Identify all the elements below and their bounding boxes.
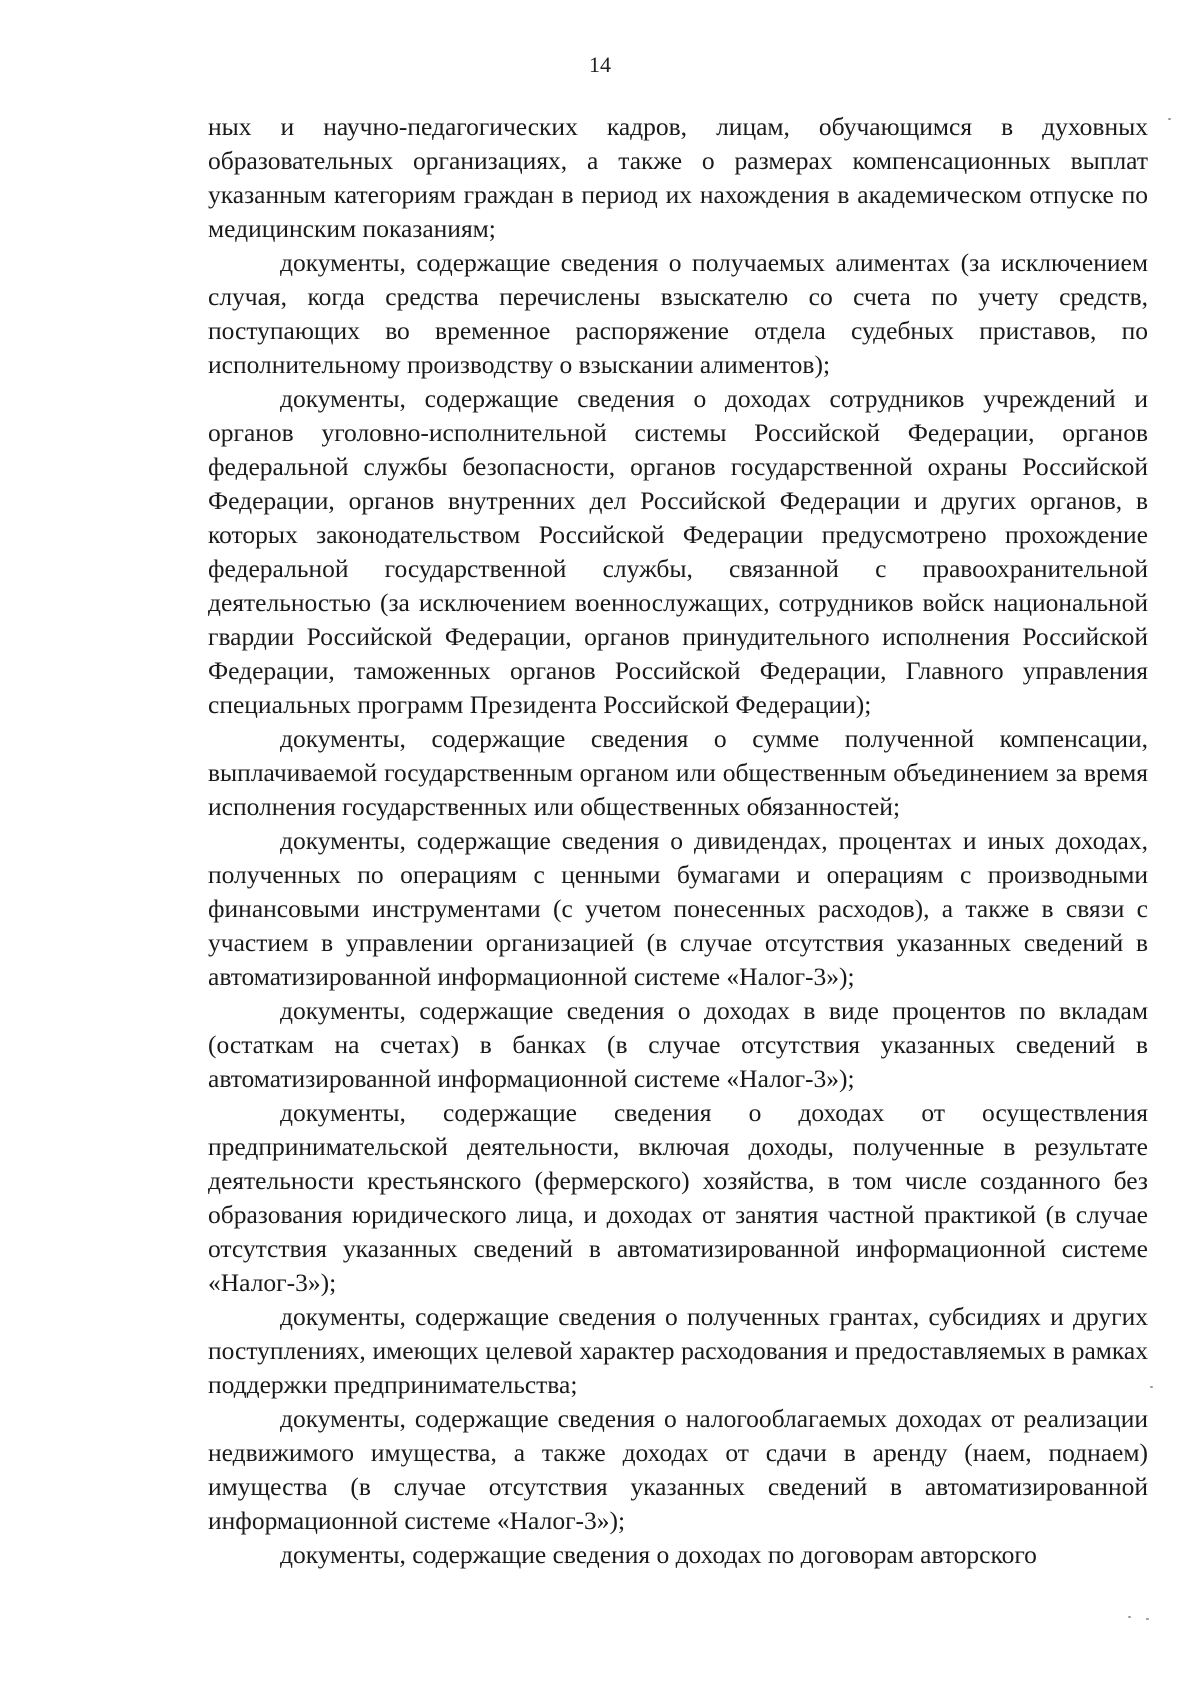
paragraph-law-enforcement-income: документы, содержащие сведения о доходах сотрудников учреждений и органов уголовно-исполнительной системы Российской Федерации, органов федеральной службы безопасности, органов государственной охраны Российской Федерации, органов внутренних дел Российской Федерации и других органов, в которых законодательством Российской Федерации предусмотрено прохождение федеральной государственной службы, связанной с правоохранительной деятельностью (за исключением военнослужащих, сотрудников войск национальной гвардии Российской Федерации, органов принудительного исполнения Российской Федерации, таможенных органов Российской Федерации, Главного управления специальных программ Президента Российской Федерации); — [208, 384, 1148, 719]
page-number: 14 — [589, 52, 611, 77]
scan-speck — [1150, 1386, 1153, 1388]
paragraph-business-income: документы, содержащие сведения о доходах от осуществления предпринимательской деятельности, включая доходы, полученные в результате деятельности крестьянского (фермерского) хозяйства, в том числе созданного без образования юридического лица, и доходах от занятия частной практикой (в случае отсутствия указанных сведений в автоматизированной информационной системе «Налог-3»); — [208, 1098, 1148, 1297]
paragraph-alimony: документы, содержащие сведения о получаемых алиментах (за исключением случая, когда средства перечислены взыскателю со счета по учету средств, поступающих во временное распоряжение отдела судебных приставов, по исполнительному производству о взыскании алиментов); — [208, 248, 1148, 379]
paragraph-copyright: документы, содержащие сведения о доходах по договорам авторского — [280, 1540, 1037, 1569]
paragraph-dividends: документы, содержащие сведения о дивидендах, процентах и иных доходах, полученных по операциям с ценными бумагами и операциям с производными финансовыми инструментами (с учетом понесенных расходов), а также в связи с участием в управлении организацией (в случае отсутствия указанных сведений в автоматизированной информационной системе «Налог-3»); — [208, 826, 1148, 991]
paragraph-continuation: ных и научно-педагогических кадров, лицам, обучающимся в духовных образовательных организациях, а также о размерах компенсационных выплат указанным категориям граждан в период их нахождения в академическом отпуске по медицинским показаниям; — [208, 112, 1148, 243]
paragraph-compensation: документы, содержащие сведения о сумме полученной компенсации, выплачиваемой государственным органом или общественным объединением за время исполнения государственных или общественных обязанностей; — [208, 724, 1148, 821]
paragraph-real-estate: документы, содержащие сведения о налогооблагаемых доходах от реализации недвижимого имущества, а также доходах от сдачи в аренду (наем, поднаем) имущества (в случае отсутствия указанных сведений в автоматизированной информационной системе «Налог-3»); — [208, 1404, 1148, 1535]
scan-speck — [1168, 118, 1171, 120]
document-body — [208, 110, 1148, 1572]
paragraph-deposit-interest: документы, содержащие сведения о доходах в виде процентов по вкладам (остаткам на счетах) в банках (в случае отсутствия указанных сведений в автоматизированной информационной системе «Налог-3»); — [208, 996, 1148, 1093]
scan-speck — [1128, 1616, 1131, 1618]
scan-speck — [1146, 1618, 1149, 1620]
paragraph-grants: документы, содержащие сведения о полученных грантах, субсидиях и других поступлениях, имеющих целевой характер расходования и предоставляемых в рамках поддержки предпринимательства; — [208, 1302, 1148, 1399]
